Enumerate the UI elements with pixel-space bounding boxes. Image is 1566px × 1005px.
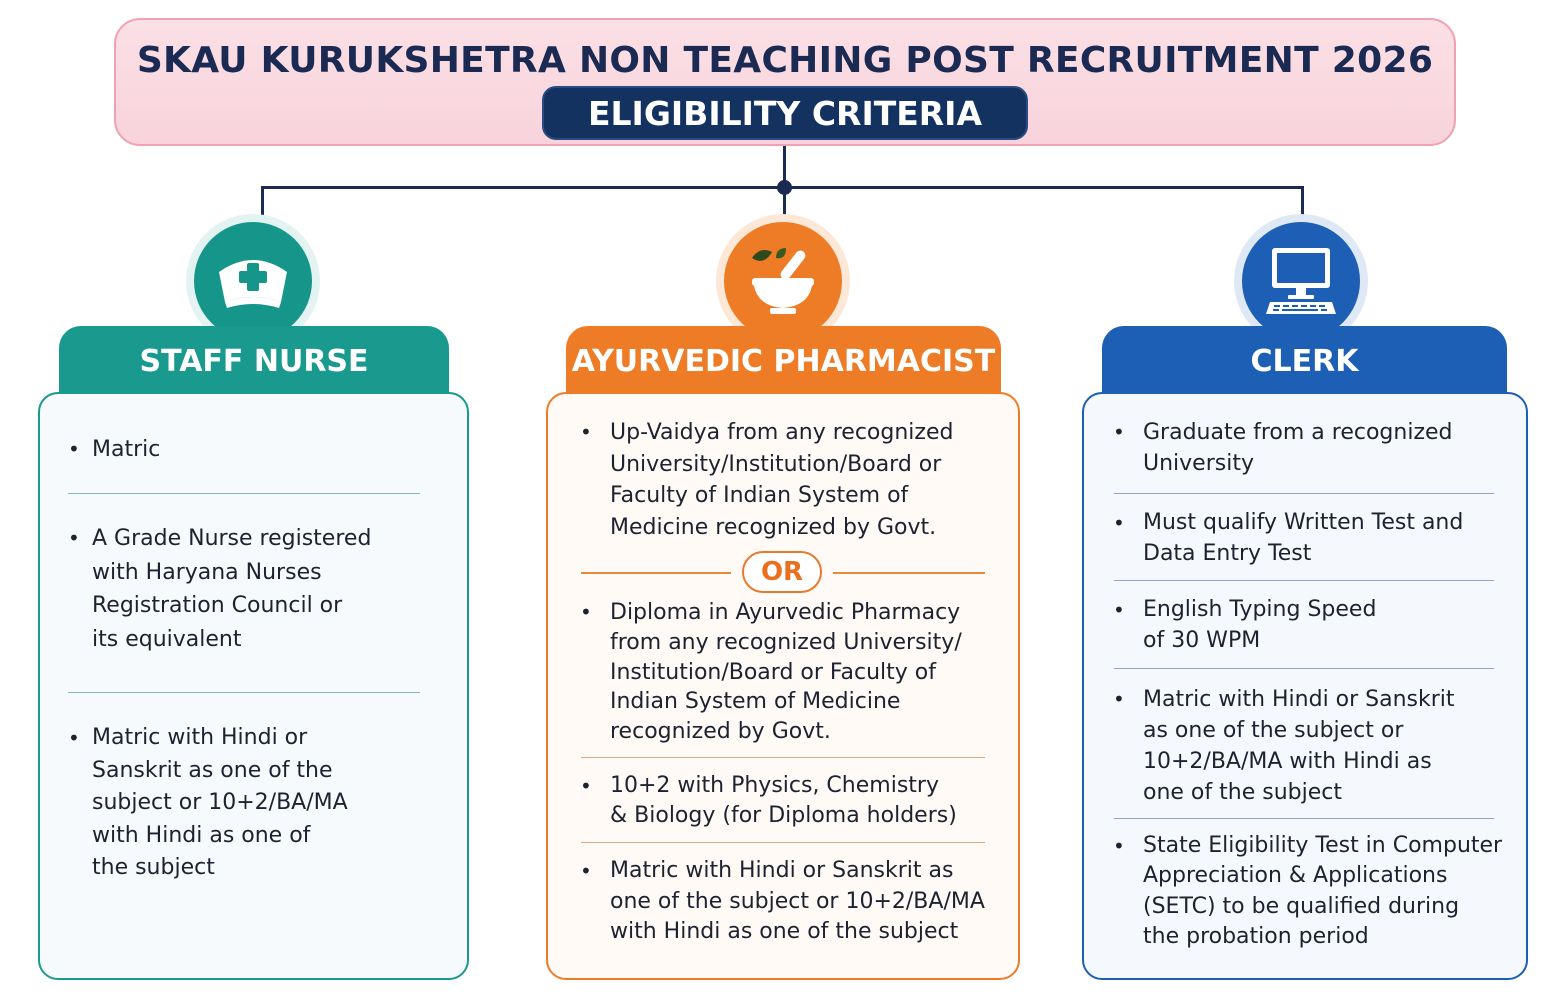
nurse-cap-icon [194,222,312,340]
or-line-left [581,572,731,574]
staff-nurse-item: • Matric [68,437,161,462]
or-label: OR [742,551,822,593]
clerk-item: • Graduate from a recognized University [1113,420,1453,476]
pharmacist-item: • Matric with Hindi or Sanskrit as one of the subject or 10+2/BA/MA with Hindi as one of the subject [580,858,985,944]
divider [1114,818,1494,819]
staff-nurse-item: • Matric with Hindi or Sanskrit as one of the subject or 10+2/BA/MA with Hindi as one of the subject [68,725,348,880]
connector-junction-dot [777,180,792,195]
pharmacist-item: • 10+2 with Physics, Chemistry & Biology (for Diploma holders) [580,773,957,828]
staff-nurse-item: • A Grade Nurse registered with Haryana Nurses Registration Council or its equivalent [68,526,372,652]
clerk-item: • English Typing Speed of 30 WPM [1113,597,1377,653]
clerk-item: • State Eligibility Test in Computer Appreciation & Applications (SETC) to be qualified during the probation period [1113,833,1503,949]
page-title: SKAU KURUKSHETRA NON TEACHING POST RECRUITMENT 2026 [136,40,1434,81]
divider [581,842,985,843]
pharmacist-title: AYURVEDIC PHARMACIST [566,326,1001,396]
mortar-pestle-icon [724,222,842,340]
divider [1114,668,1494,669]
divider [68,692,420,693]
clerk-title: CLERK [1102,326,1507,396]
or-line-right [833,572,985,574]
pharmacist-item: • Up-Vaidya from any recognized University/Institution/Board or Faculty of Indian System of Medicine recognized by Govt. [580,420,954,540]
computer-icon [1242,222,1360,340]
divider [68,493,420,494]
divider [1114,580,1494,581]
subtitle-badge: ELIGIBILITY CRITERIA [542,86,1028,140]
divider [581,757,985,758]
clerk-item: • Must qualify Written Test and Data Entry Test [1113,510,1464,566]
clerk-item: • Matric with Hindi or Sanskrit as one of the subject or 10+2/BA/MA with Hindi as one of the subject [1113,687,1455,805]
staff-nurse-card [38,392,469,980]
pharmacist-item: • Diploma in Ayurvedic Pharmacy from any recognized University/ Institution/Board or Faculty of Indian System of Medicine recognized by Govt. [580,600,962,745]
staff-nurse-title: STAFF NURSE [59,326,449,396]
divider [1114,493,1494,494]
